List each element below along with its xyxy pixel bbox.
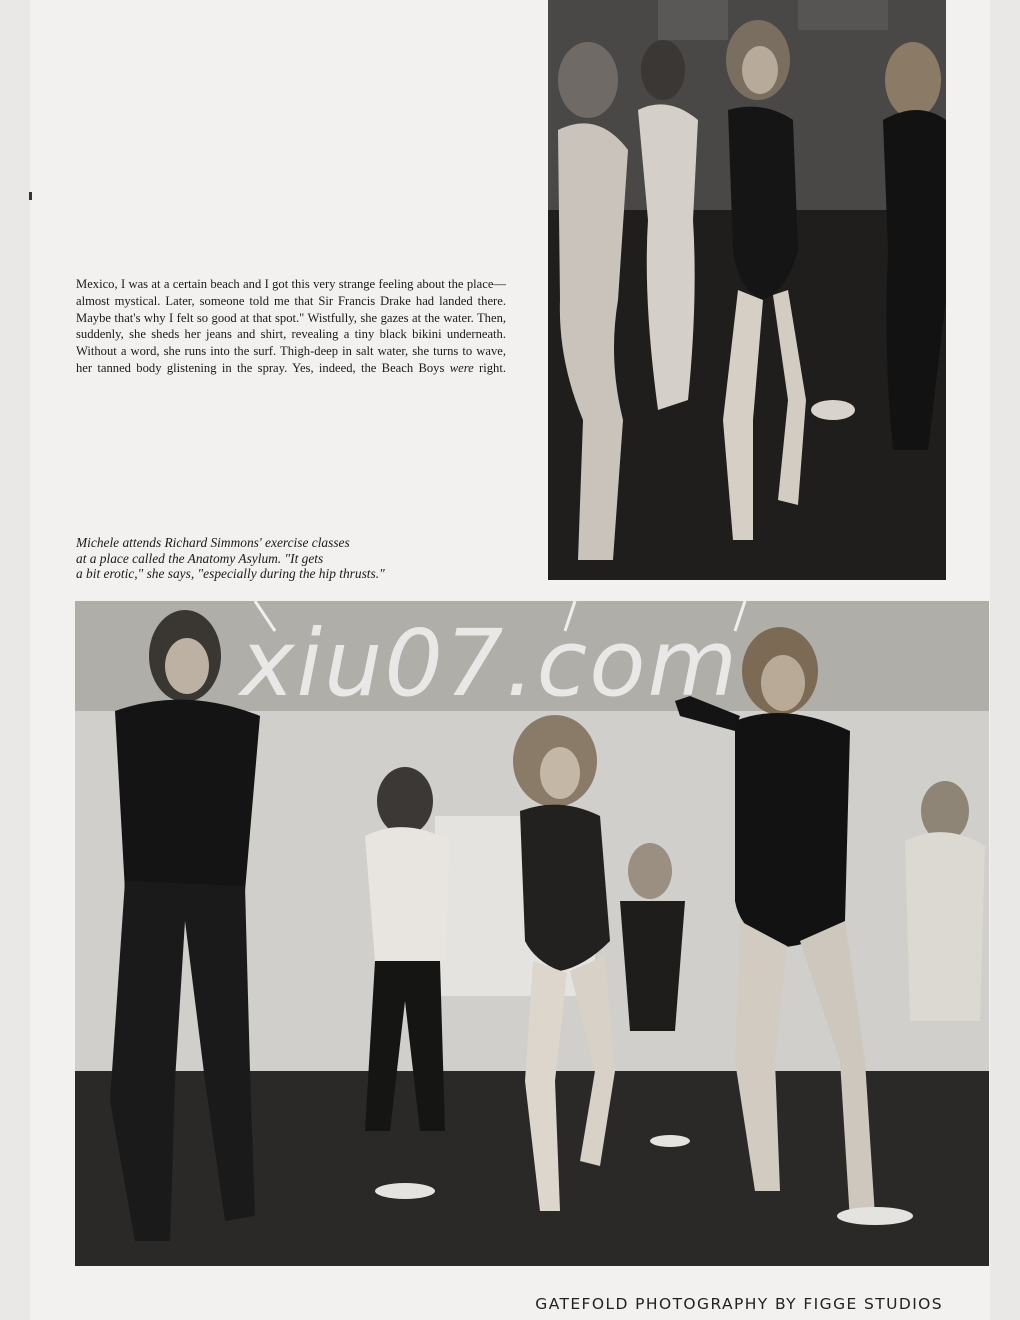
body-line: Thigh-deep in salt water, she turns to wave, her tanned body [76,344,506,375]
body-line-last: glistening in the spray. Yes, indeed, the Beach Boys were right. [166,360,506,375]
photo-caption [76,535,506,582]
caption-line: at a place called the Anatomy Asylum. "It gets [76,550,324,566]
photo-top-illustration [548,0,946,580]
page-edge-mark [29,192,32,200]
photo-credit: GATEFOLD PHOTOGRAPHY BY FIGGE STUDIOS [535,1295,943,1313]
body-line: me that Sir Francis Drake had landed there. Maybe that's why [76,293,506,325]
body-line: I felt so good at that spot." Wistfully, she gazes at the water. [169,310,474,325]
watermark-text: xiu07.com [240,610,740,717]
body-line: black bikini underneath. Without a word, she runs into the surf. [76,327,506,359]
body-line: Mexico, I was at a certain beach and I got this very strange [76,277,376,291]
exercise-class-photo-top [548,0,946,580]
body-line: feeling about the place—almost mystical. Later, someone told [76,277,506,308]
body-line: Then, suddenly, she sheds her jeans and shirt, revealing a tiny [76,310,507,342]
caption-line: a bit erotic," she says, "especially during the hip thrusts." [76,566,385,581]
caption-line: Michele attends Richard Simmons' exercise classes [76,535,350,550]
article-body-text [76,276,506,377]
